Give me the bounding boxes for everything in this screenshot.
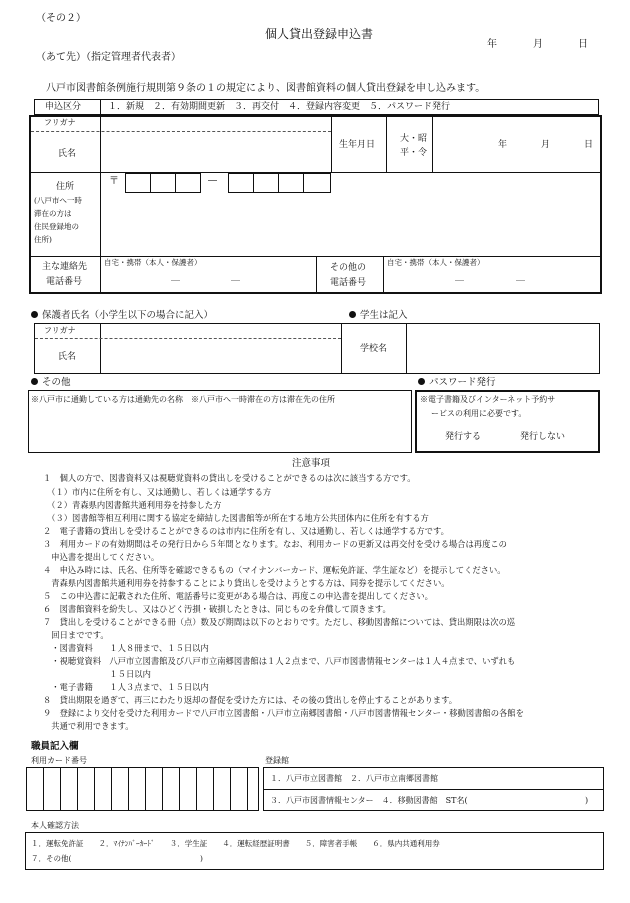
other-phone-label-1: その他の (330, 263, 367, 273)
note-line: （１）市内に住所を有し、又は通勤し、若しくは通学する方 (43, 487, 272, 497)
postal-dash: ― (208, 176, 217, 186)
card-number-boxes[interactable] (26, 767, 259, 811)
postal-code-boxes[interactable] (125, 173, 331, 193)
bullet-icon (31, 311, 38, 318)
student-heading: 学生は記入 (349, 311, 408, 321)
id-method-options[interactable]: １．運転免許証 ２．ﾏｲﾅﾝﾊﾞｰｶｰﾄﾞ ３．学生証 ４．運転経歴証明書 ５．障害者手帳 ６．県内共通利用券 (31, 839, 440, 848)
note-line: ３ 利用カードの有効期間はその発行日から５年間となります。なお、利用カードの更新又は再交付を受ける場合は再度この (43, 539, 507, 549)
birth-month-label: 月 (541, 140, 551, 150)
password-heading: パスワード発行 (418, 378, 496, 388)
branch-option-2[interactable]: ３．八戸市図書情報センター ４．移動図書館 ST名( (270, 796, 468, 805)
school-input[interactable] (408, 325, 598, 372)
note-line: １ 個人の方で、図書資料又は視聴覚資料の貸出しを受けることができるのは次に該当する方です。 (43, 473, 416, 483)
note-line: ８ 貸出期限を過ぎて、再三にわたり返却の督促を受けた方には、その後の貸出しを停止することがあります。 (43, 695, 458, 705)
note-line: ５ この申込書に記載された住所、電話番号に変更がある場合は、再度この申込書を提出してください。 (43, 591, 433, 601)
era-line1[interactable]: 大・昭 (400, 134, 428, 144)
main-phone-label-1: 主な連絡先 (42, 262, 88, 272)
id-method-box (25, 832, 604, 870)
note-line: １５日以内 (43, 669, 151, 679)
address-note-2: 滞在の方は (34, 209, 72, 218)
note-line: ・視聴覚資料 八戸市立図書館及び八戸市立南郷図書館は１人２点まで、八戸市図書情報センターは１人４点まで、いずれも (43, 656, 516, 666)
branch-label: 登録館 (265, 756, 289, 765)
staff-heading: 職員記入欄 (31, 741, 79, 752)
intro-text: 八戸市図書館条例施行規則第９条の１の規定により、図書館資料の個人貸出登録を申し込みます。 (46, 83, 486, 94)
note-line: （２）青森県内図書館共通利用券を持参した方 (43, 500, 222, 510)
id-method-label: 本人確認方法 (31, 821, 79, 830)
main-phone-label-2: 電話番号 (46, 277, 83, 287)
name-input[interactable] (102, 132, 330, 172)
school-label: 学校名 (360, 344, 388, 354)
main-phone-input[interactable] (102, 270, 316, 290)
date-year-label: 年 (487, 39, 497, 50)
guardian-name-input[interactable] (102, 340, 340, 372)
postal-mark: 〒 (109, 176, 119, 187)
main-phone-dash-2: ＿ (231, 273, 241, 283)
other-phone-label-2: 電話番号 (330, 278, 367, 288)
password-note-1: ※電子書籍及びインターネット予約サ (420, 395, 556, 404)
address-note-4: 住所) (34, 235, 52, 244)
note-line: ６ 図書館資料を紛失し、又はひどく汚損・破損したときは、同じものを弁償して頂きます。 (43, 604, 391, 614)
branch-st-close: ) (585, 796, 589, 805)
password-issue-option[interactable]: 発行する (445, 432, 482, 442)
note-line: ・電子書籍 １人３点まで、１５日以内 (43, 682, 209, 692)
furigana-label: フリガナ (44, 118, 76, 127)
other-phone-type[interactable]: 自宅・携帯（本人・保護者） (387, 258, 485, 267)
era-line2[interactable]: 平・令 (400, 148, 428, 158)
guardian-name-label: 氏名 (58, 352, 77, 362)
other-phone-dash-2: ＿ (516, 273, 526, 283)
application-type-label: 申込区分 (45, 102, 82, 112)
birth-year-label: 年 (498, 140, 508, 150)
notes-heading: 注意事項 (292, 458, 331, 469)
note-line: ４ 申込み時には、氏名、住所等を確認できるもの（マイナンバーカード、運転免許証、学生証など）を提示してください。 (43, 565, 506, 575)
password-no-issue-option[interactable]: 発行しない (520, 432, 566, 442)
other-note: ※八戸市に通勤している方は通勤先の名称 ※八戸市へ一時滞在の方は滞在先の住所 (31, 395, 335, 404)
note-line: （３）図書館等相互利用に関する協定を締結した図書館等が所在する地方公共団体内に住所を有する方 (43, 513, 429, 523)
name-label: 氏名 (58, 149, 77, 159)
form-title: 個人貸出登録申込書 (265, 27, 374, 41)
bullet-icon (418, 378, 425, 385)
address-note-1: (八戸市へ一時 (34, 196, 82, 205)
note-line: 青森県内図書館共通利用券を持参することにより貸出しを受けようとする方は、同券を提示してください。 (43, 578, 450, 588)
bullet-icon (31, 378, 38, 385)
guardian-furigana-label: フリガナ (44, 326, 76, 335)
note-line: 申込書を提出してください。 (43, 552, 160, 562)
guardian-heading: 保護者氏名（小学生以下の場合に記入） (31, 311, 213, 321)
other-phone-input[interactable] (386, 270, 600, 290)
note-line: 回日までです。 (43, 630, 109, 640)
note-line: ７ 貸出しを受けることができる冊（点）数及び期間は以下のとおりです。ただし、移動図書館については、貸出期限は次の巡 (43, 617, 516, 627)
note-line: ・図書資料 １人８冊まで、１５日以内 (43, 643, 209, 653)
other-phone-dash-1: ＿ (455, 273, 465, 283)
branch-option-1[interactable]: １．八戸市立図書館 ２．八戸市立南郷図書館 (270, 774, 438, 783)
other-heading: その他 (31, 378, 71, 388)
application-type-options[interactable]: １．新規 ２．有効期間更新 ３．再交付 ４．登録内容変更 ５．パスワード発行 (108, 102, 451, 112)
id-method-other-close: ) (200, 854, 203, 863)
note-line: ９ 登録により交付を受けた利用カードで八戸市立図書館・八戸市立南郷図書館・八戸市図書情報センター・移動図書館の各館を (43, 708, 524, 718)
main-phone-dash-1: ＿ (171, 273, 181, 283)
bullet-icon (349, 311, 356, 318)
addressee: （あて先）（指定管理者代表者） (36, 52, 181, 63)
address-input[interactable] (102, 195, 599, 255)
address-label: 住所 (56, 182, 75, 192)
birth-day-label: 日 (584, 140, 594, 150)
note-line: ２ 電子書籍の貸出しを受けることができるのは市内に住所を有し、又は通勤し、若しくは通学する方です。 (43, 526, 449, 536)
date-month-label: 月 (533, 39, 543, 50)
note-line: 共通で利用できます。 (43, 721, 134, 731)
form-number: （その２） (36, 13, 86, 24)
id-method-other[interactable]: ７．その他( (31, 854, 72, 863)
address-note-3: 住民登録地の (34, 222, 79, 231)
card-number-label: 利用カード番号 (31, 756, 87, 765)
password-note-2: ービスの利用に必要です。 (431, 409, 527, 418)
date-day-label: 日 (578, 39, 588, 50)
birthdate-label: 生年月日 (339, 140, 376, 150)
main-phone-type[interactable]: 自宅・携帯（本人・保護者） (104, 258, 202, 267)
